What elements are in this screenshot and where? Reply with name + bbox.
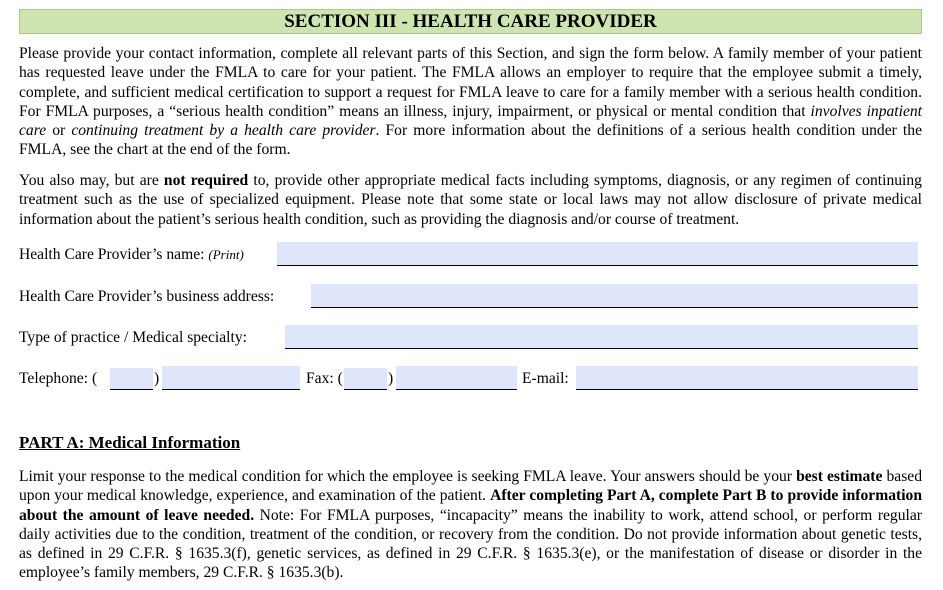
complete-part-b-emphasis: After completing Part A, complete Part B to provide information about the amount of leave needed.: [19, 487, 922, 524]
fax-number-field[interactable]: [396, 366, 517, 390]
telephone-label: Telephone: (: [19, 370, 98, 387]
print-hint: (Print): [208, 247, 244, 262]
intro-text: . For more information about the definitions of a serious health condition under the FMLA, see the chart at the end of the form.: [19, 122, 922, 159]
provider-name-row: [19, 244, 918, 266]
business-address-row: [19, 286, 918, 308]
provider-name-field[interactable]: [277, 242, 918, 266]
part-a-text: Note: For FMLA purposes, “incapacity” means the inability to work, attend school, or perform regular daily activities due to the condition, treatment of the condition, or recovery from the condition. Do not provide information about genetic tests, as defined in 29 C.F.R. § 1635.3(f), genetic services, as defined in 29 C.F.R. § 1635.3(e), or the manifestation of disease or disorder in the employee’s family members, 29 C.F.R. § 1635.3(b).: [19, 506, 922, 582]
email-field[interactable]: [576, 366, 918, 390]
practice-row: [19, 327, 918, 349]
intro-paragraph-1: [19, 44, 922, 160]
intro-text: or: [46, 122, 72, 140]
not-required-emphasis: not required: [163, 172, 249, 189]
intro-text: Please provide your contact information, complete all relevant parts of this Section, and sign the form below. A family member of your patient has requested leave under the FMLA to care for your patient. The FMLA allows an employer to require that the employee submit a timely, complete, and sufficient medical certification to support a request for FMLA leave to care for a family member with a serious health condition. For FMLA purposes, a “serious health condition” means an illness, injury, impairment, or physical or mental condition that: [19, 45, 922, 120]
intro-text: to, provide other appropriate medical facts including symptoms, diagnosis, or any regimen of continuing treatment such as the use of specialized equipment. Please note that some state or local laws may not allow disclosure of private medical information about the patient’s serious health condition, such as providing the diagnosis and/or course of treatment.: [19, 172, 922, 228]
practice-label: Type of practice / Medical specialty:: [19, 329, 247, 346]
fax-label: Fax: (: [306, 370, 343, 387]
intro-italic-inpatient: involves inpatient care: [19, 102, 923, 140]
business-address-field[interactable]: [311, 284, 918, 308]
part-a-paragraph: [19, 467, 922, 583]
email-label: E-mail:: [522, 370, 569, 387]
section-title: SECTION III - HEALTH CARE PROVIDER: [284, 11, 657, 32]
section-header: [19, 9, 922, 34]
part-a-heading: PART A: Medical Information: [19, 433, 241, 452]
telephone-number-field[interactable]: [162, 366, 300, 390]
telephone-area-code-field[interactable]: [110, 368, 153, 390]
part-a-text: Limit your response to the medical condition for which the employee is seeking FMLA leave. Your answers should be your: [19, 468, 797, 485]
contact-row: [19, 368, 918, 390]
provider-name-label-text: Health Care Provider’s name:: [19, 246, 209, 263]
best-estimate-emphasis: best estimate: [796, 468, 883, 485]
fax-area-code-field[interactable]: [344, 368, 387, 390]
practice-field[interactable]: [285, 325, 918, 349]
intro-paragraph-2: [19, 171, 922, 229]
telephone-paren-close: ): [154, 370, 160, 387]
intro-italic-continuing: continuing treatment by a health care provider: [71, 122, 376, 140]
provider-name-label: [19, 246, 244, 264]
intro-text: You also may, but are: [19, 172, 164, 189]
fax-paren-close: ): [388, 370, 394, 387]
part-a-text: based upon your medical knowledge, experience, and examination of the patient.: [19, 468, 923, 505]
business-address-label: Health Care Provider’s business address:: [19, 288, 275, 305]
